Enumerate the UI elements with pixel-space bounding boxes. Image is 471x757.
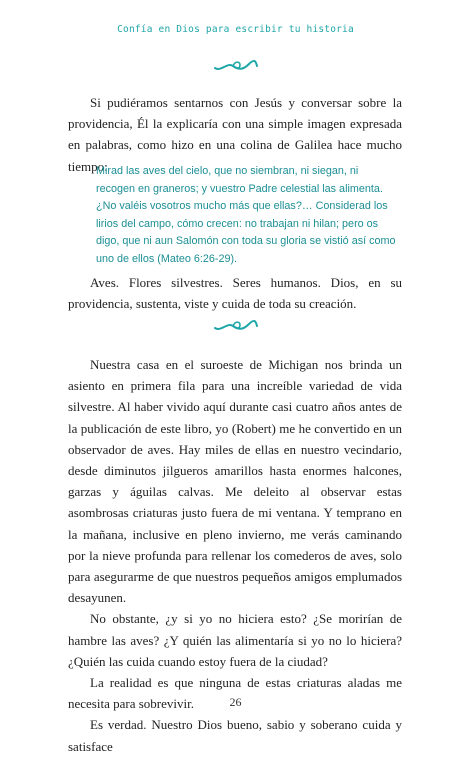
section-ornament — [0, 318, 471, 334]
swash-flourish-icon — [213, 318, 259, 334]
summary-section — [68, 272, 402, 314]
body-paragraph: Es verdad. Nuestro Dios bueno, sabio y soberano cuida y satisface — [68, 717, 402, 754]
intro-paragraph: Si pudiéramos sentarnos con Jesús y conversar sobre la providencia, Él la explicaría con una simple imagen expresada en palabras, como hizo en una colina de Galilea hace mucho tiempo: — [68, 95, 402, 174]
running-header: Confía en Dios para escribir tu historia — [117, 24, 354, 35]
swash-flourish-icon — [213, 58, 259, 74]
body-paragraph: Nuestra casa en el suroeste de Michigan nos brinda un asiento en primera fila para una increíble variedad de vida silvestre. Al haber vivido aquí durante casi cuatro años antes de la publicación de este libro, yo (Robert) me he convertido en un observador de aves. Hay miles de ellas en nuestro vecindario, desde diminutos jilgueros amarillos hasta enormes halcones, garzas y águilas calvas. Me deleito al observar estas asombrosas criaturas justo fuera de mi ventana. Y temprano en la mañana, inclusive en pleno invierno, me verás caminando por la nieve profunda para rellenar los comederos de aves, solo para asegurarme de que nuestros pequeños amigos emplumados desayunen. — [68, 357, 402, 606]
body-paragraph: La realidad es que ninguna de estas criaturas aladas me necesita para sobrevivir. — [68, 675, 402, 712]
quote-text: Mirad las aves del cielo, que no siembran, ni siegan, ni recogen en graneros; y vuestro Padre celestial las alimenta. ¿No valéis vosotros mucho más que ellas?… Considerad los lirios del campo, cómo crecen: no trabajan ni hilan; pero os digo, que ni aun Salomón con toda su gloria se vistió así como uno de ellos (Mateo 6:26-29). — [96, 165, 396, 265]
scripture-quote — [96, 163, 398, 269]
section-ornament — [0, 58, 471, 74]
body-paragraph: No obstante, ¿y si yo no hiciera esto? ¿Se morirían de hambre las aves? ¿Y quién las alimentaría si yo no lo hiciera? ¿Quién las cuida cuando estoy fuera de la ciudad? — [68, 611, 402, 669]
page-number: 26 — [229, 695, 242, 709]
summary-paragraph: Aves. Flores silvestres. Seres humanos. Dios, en su providencia, sustenta, viste y cuida de toda su creación. — [68, 275, 402, 312]
